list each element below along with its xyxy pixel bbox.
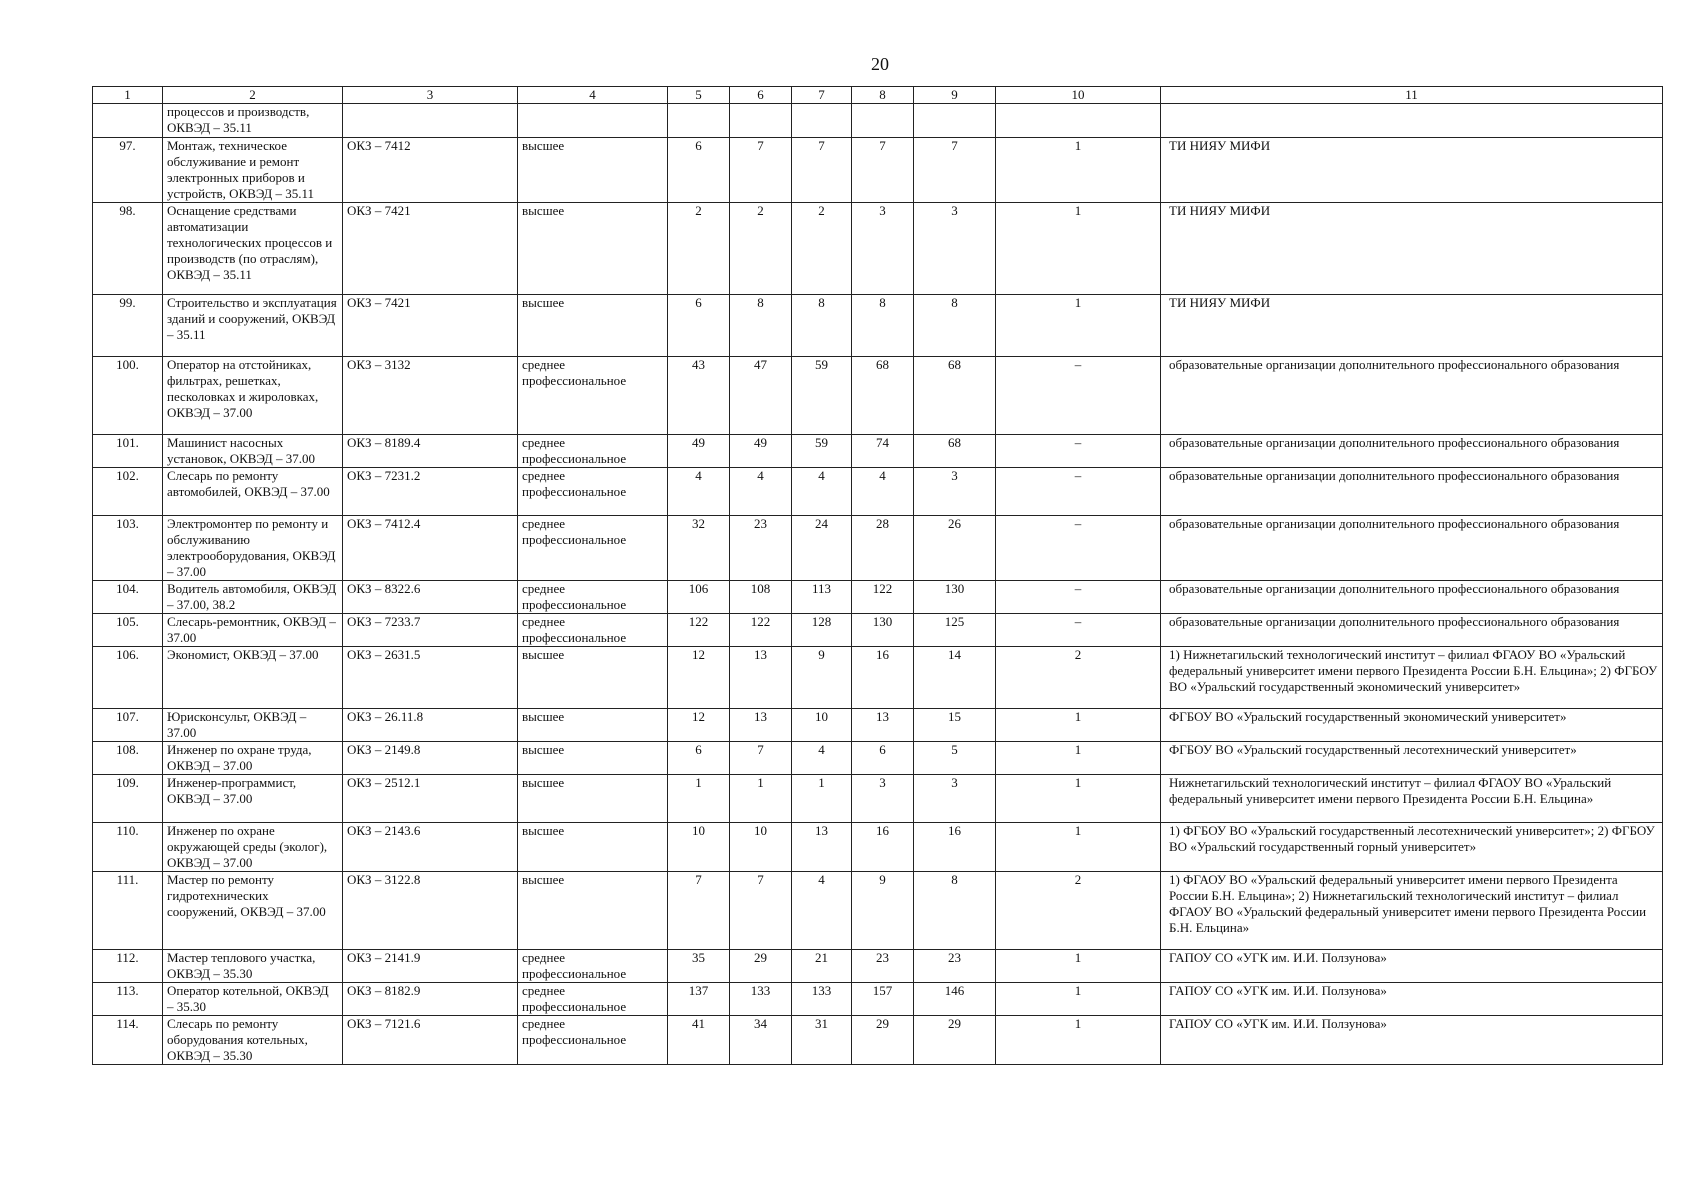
demand-value xyxy=(914,104,996,138)
table-row xyxy=(93,742,1663,775)
education-level: среднее профессиональное xyxy=(518,357,668,435)
demand-value: 34 xyxy=(730,1016,792,1065)
profession-name: Оснащение средствами автоматизации технологических процессов и производств (по отраслям), ОКВЭД – 35.11 xyxy=(163,203,343,295)
demand-value: 130 xyxy=(852,614,914,647)
demand-value: 13 xyxy=(730,647,792,709)
training-organization: ФГБОУ ВО «Уральский государственный экономический университет» xyxy=(1161,709,1663,742)
training-organization: ФГБОУ ВО «Уральский государственный лесотехнический университет» xyxy=(1161,742,1663,775)
demand-value: – xyxy=(996,581,1161,614)
column-number: 7 xyxy=(792,87,852,104)
demand-value: 49 xyxy=(730,435,792,468)
demand-value: 74 xyxy=(852,435,914,468)
demand-value: 29 xyxy=(730,950,792,983)
row-number: 108. xyxy=(93,742,163,775)
demand-value: – xyxy=(996,435,1161,468)
profession-name: Монтаж, техническое обслуживание и ремонт электронных приборов и устройств, ОКВЭД – 35.11 xyxy=(163,138,343,203)
row-number: 99. xyxy=(93,295,163,357)
demand-value: 1 xyxy=(996,295,1161,357)
education-level: среднее профессиональное xyxy=(518,1016,668,1065)
demand-value: 106 xyxy=(668,581,730,614)
demand-value: 4 xyxy=(792,468,852,516)
demand-value: 4 xyxy=(668,468,730,516)
okz-code: ОКЗ – 2143.6 xyxy=(343,823,518,872)
demand-value: 59 xyxy=(792,357,852,435)
okz-code: ОКЗ – 8322.6 xyxy=(343,581,518,614)
education-level: высшее xyxy=(518,295,668,357)
education-level: высшее xyxy=(518,138,668,203)
education-level: среднее профессиональное xyxy=(518,983,668,1016)
row-number: 109. xyxy=(93,775,163,823)
demand-value: 16 xyxy=(852,823,914,872)
row-number: 101. xyxy=(93,435,163,468)
demand-value: 1 xyxy=(996,203,1161,295)
demand-value: 6 xyxy=(852,742,914,775)
demand-value: 16 xyxy=(914,823,996,872)
demand-value: 7 xyxy=(668,872,730,950)
table-row xyxy=(93,104,1663,138)
demand-value: 1 xyxy=(996,742,1161,775)
demand-value: 1 xyxy=(996,1016,1161,1065)
demand-value: 68 xyxy=(852,357,914,435)
training-organization: ГАПОУ СО «УГК им. И.И. Ползунова» xyxy=(1161,1016,1663,1065)
demand-value: 122 xyxy=(730,614,792,647)
demand-value: 157 xyxy=(852,983,914,1016)
demand-value: 125 xyxy=(914,614,996,647)
demand-value: – xyxy=(996,468,1161,516)
demand-value: 28 xyxy=(852,516,914,581)
demand-value: 113 xyxy=(792,581,852,614)
column-number: 3 xyxy=(343,87,518,104)
demand-value: 21 xyxy=(792,950,852,983)
demand-value: 7 xyxy=(730,872,792,950)
demand-value: 146 xyxy=(914,983,996,1016)
demand-value: 2 xyxy=(996,872,1161,950)
table-row xyxy=(93,295,1663,357)
row-number: 110. xyxy=(93,823,163,872)
demand-value: 1 xyxy=(996,950,1161,983)
demand-value: 6 xyxy=(668,742,730,775)
okz-code: ОКЗ – 7121.6 xyxy=(343,1016,518,1065)
demand-value: 1 xyxy=(792,775,852,823)
training-organization: ТИ НИЯУ МИФИ xyxy=(1161,138,1663,203)
demand-value: 3 xyxy=(914,468,996,516)
demand-value: 23 xyxy=(730,516,792,581)
demand-value: 12 xyxy=(668,647,730,709)
demand-value: 7 xyxy=(730,742,792,775)
training-organization: 1) ФГБОУ ВО «Уральский государственный лесотехнический университет»; 2) ФГБОУ ВО «Уральский государственный горный университет» xyxy=(1161,823,1663,872)
profession-name: Инженер-программист, ОКВЭД – 37.00 xyxy=(163,775,343,823)
okz-code: ОКЗ – 3122.8 xyxy=(343,872,518,950)
education-level: высшее xyxy=(518,742,668,775)
demand-value: 10 xyxy=(792,709,852,742)
okz-code: ОКЗ – 26.11.8 xyxy=(343,709,518,742)
demand-value: – xyxy=(996,614,1161,647)
okz-code: ОКЗ – 8189.4 xyxy=(343,435,518,468)
demand-value: 6 xyxy=(668,138,730,203)
column-number: 1 xyxy=(93,87,163,104)
profession-name: Юрисконсульт, ОКВЭД – 37.00 xyxy=(163,709,343,742)
okz-code: ОКЗ – 2512.1 xyxy=(343,775,518,823)
row-number: 114. xyxy=(93,1016,163,1065)
demand-value: 47 xyxy=(730,357,792,435)
education-level: высшее xyxy=(518,203,668,295)
training-organization: образовательные организации дополнительного профессионального образования xyxy=(1161,435,1663,468)
column-number: 8 xyxy=(852,87,914,104)
demand-value: 13 xyxy=(730,709,792,742)
demand-value: 29 xyxy=(914,1016,996,1065)
demand-value: 59 xyxy=(792,435,852,468)
demand-value xyxy=(792,104,852,138)
okz-code: ОКЗ – 2149.8 xyxy=(343,742,518,775)
profession-name: Мастер по ремонту гидротехнических сооружений, ОКВЭД – 37.00 xyxy=(163,872,343,950)
okz-code: ОКЗ – 2141.9 xyxy=(343,950,518,983)
training-organization: образовательные организации дополнительного профессионального образования xyxy=(1161,516,1663,581)
profession-name: Экономист, ОКВЭД – 37.00 xyxy=(163,647,343,709)
education-level: высшее xyxy=(518,775,668,823)
table-row xyxy=(93,357,1663,435)
training-organization: образовательные организации дополнительного профессионального образования xyxy=(1161,468,1663,516)
row-number xyxy=(93,104,163,138)
demand-value: 32 xyxy=(668,516,730,581)
profession-name: Инженер по охране труда, ОКВЭД – 37.00 xyxy=(163,742,343,775)
okz-code: ОКЗ – 7233.7 xyxy=(343,614,518,647)
table-row xyxy=(93,983,1663,1016)
profession-name: Слесарь-ремонтник, ОКВЭД – 37.00 xyxy=(163,614,343,647)
demand-value: – xyxy=(996,516,1161,581)
column-number-row xyxy=(93,87,1663,104)
training-organization: ТИ НИЯУ МИФИ xyxy=(1161,295,1663,357)
demand-value: 68 xyxy=(914,435,996,468)
demand-value: 9 xyxy=(792,647,852,709)
row-number: 104. xyxy=(93,581,163,614)
demand-value xyxy=(852,104,914,138)
demand-value: 49 xyxy=(668,435,730,468)
education-level: высшее xyxy=(518,647,668,709)
okz-code xyxy=(343,104,518,138)
demand-value: 7 xyxy=(914,138,996,203)
demand-value: 8 xyxy=(852,295,914,357)
table-row xyxy=(93,823,1663,872)
education-level: среднее профессиональное xyxy=(518,516,668,581)
row-number: 103. xyxy=(93,516,163,581)
table-row xyxy=(93,138,1663,203)
demand-value: 130 xyxy=(914,581,996,614)
table-row xyxy=(93,468,1663,516)
column-number: 4 xyxy=(518,87,668,104)
demand-value: 3 xyxy=(852,775,914,823)
profession-name: Оператор на отстойниках, фильтрах, решетках, песколовках и жироловках, ОКВЭД – 37.00 xyxy=(163,357,343,435)
table-row xyxy=(93,709,1663,742)
demand-value: 7 xyxy=(730,138,792,203)
row-number: 113. xyxy=(93,983,163,1016)
demand-value xyxy=(996,104,1161,138)
demand-value: 10 xyxy=(730,823,792,872)
okz-code: ОКЗ – 3132 xyxy=(343,357,518,435)
training-organization: ТИ НИЯУ МИФИ xyxy=(1161,203,1663,295)
training-organization: образовательные организации дополнительного профессионального образования xyxy=(1161,357,1663,435)
profession-name: процессов и производств, ОКВЭД – 35.11 xyxy=(163,104,343,138)
demand-value: 1 xyxy=(996,775,1161,823)
demand-value: 31 xyxy=(792,1016,852,1065)
demand-value: 5 xyxy=(914,742,996,775)
column-number: 11 xyxy=(1161,87,1663,104)
demand-value: 7 xyxy=(792,138,852,203)
demand-value: – xyxy=(996,357,1161,435)
demand-value: 15 xyxy=(914,709,996,742)
education-level: среднее профессиональное xyxy=(518,950,668,983)
demand-value: 8 xyxy=(914,872,996,950)
row-number: 97. xyxy=(93,138,163,203)
demand-value: 24 xyxy=(792,516,852,581)
demand-value: 13 xyxy=(792,823,852,872)
profession-name: Электромонтер по ремонту и обслуживанию электрооборудования, ОКВЭД – 37.00 xyxy=(163,516,343,581)
column-number: 5 xyxy=(668,87,730,104)
demand-value: 1 xyxy=(730,775,792,823)
education-level xyxy=(518,104,668,138)
demand-value: 2 xyxy=(996,647,1161,709)
table-row xyxy=(93,203,1663,295)
table-row xyxy=(93,950,1663,983)
profession-name: Строительство и эксплуатация зданий и сооружений, ОКВЭД – 35.11 xyxy=(163,295,343,357)
okz-code: ОКЗ – 7231.2 xyxy=(343,468,518,516)
demand-value: 133 xyxy=(792,983,852,1016)
table-row xyxy=(93,872,1663,950)
demand-value: 6 xyxy=(668,295,730,357)
demand-value: 35 xyxy=(668,950,730,983)
okz-code: ОКЗ – 7421 xyxy=(343,203,518,295)
column-number: 6 xyxy=(730,87,792,104)
demand-value: 43 xyxy=(668,357,730,435)
profession-name: Мастер теплового участка, ОКВЭД – 35.30 xyxy=(163,950,343,983)
row-number: 98. xyxy=(93,203,163,295)
demand-value: 13 xyxy=(852,709,914,742)
demand-value: 7 xyxy=(852,138,914,203)
column-number: 10 xyxy=(996,87,1161,104)
demand-value: 128 xyxy=(792,614,852,647)
workforce-table xyxy=(92,86,1663,1065)
profession-name: Водитель автомобиля, ОКВЭД – 37.00, 38.2 xyxy=(163,581,343,614)
row-number: 100. xyxy=(93,357,163,435)
demand-value: 29 xyxy=(852,1016,914,1065)
okz-code: ОКЗ – 7412 xyxy=(343,138,518,203)
table-row xyxy=(93,516,1663,581)
demand-value: 3 xyxy=(914,203,996,295)
demand-value xyxy=(668,104,730,138)
education-level: высшее xyxy=(518,709,668,742)
demand-value: 41 xyxy=(668,1016,730,1065)
demand-value: 2 xyxy=(668,203,730,295)
demand-value: 122 xyxy=(852,581,914,614)
demand-value: 16 xyxy=(852,647,914,709)
demand-value: 1 xyxy=(996,983,1161,1016)
training-organization: Нижнетагильский технологический институт – филиал ФГАОУ ВО «Уральский федеральный университет имени первого Президента России Б.Н. Ельцина» xyxy=(1161,775,1663,823)
demand-value: 4 xyxy=(792,872,852,950)
demand-value: 8 xyxy=(730,295,792,357)
demand-value: 23 xyxy=(914,950,996,983)
education-level: высшее xyxy=(518,872,668,950)
demand-value: 1 xyxy=(996,138,1161,203)
education-level: среднее профессиональное xyxy=(518,435,668,468)
demand-value: 26 xyxy=(914,516,996,581)
row-number: 102. xyxy=(93,468,163,516)
demand-value: 23 xyxy=(852,950,914,983)
okz-code: ОКЗ – 7412.4 xyxy=(343,516,518,581)
education-level: среднее профессиональное xyxy=(518,614,668,647)
profession-name: Оператор котельной, ОКВЭД – 35.30 xyxy=(163,983,343,1016)
training-organization: образовательные организации дополнительного профессионального образования xyxy=(1161,614,1663,647)
training-organization: образовательные организации дополнительного профессионального образования xyxy=(1161,581,1663,614)
demand-value xyxy=(730,104,792,138)
demand-value: 3 xyxy=(914,775,996,823)
demand-value: 2 xyxy=(792,203,852,295)
okz-code: ОКЗ – 8182.9 xyxy=(343,983,518,1016)
page-number: 20 xyxy=(871,54,889,74)
demand-value: 4 xyxy=(852,468,914,516)
profession-name: Инженер по охране окружающей среды (эколог), ОКВЭД – 37.00 xyxy=(163,823,343,872)
demand-value: 8 xyxy=(914,295,996,357)
demand-value: 12 xyxy=(668,709,730,742)
profession-name: Машинист насосных установок, ОКВЭД – 37.00 xyxy=(163,435,343,468)
row-number: 105. xyxy=(93,614,163,647)
okz-code: ОКЗ – 2631.5 xyxy=(343,647,518,709)
demand-value: 133 xyxy=(730,983,792,1016)
demand-value: 122 xyxy=(668,614,730,647)
row-number: 106. xyxy=(93,647,163,709)
training-organization xyxy=(1161,104,1663,138)
table-row xyxy=(93,581,1663,614)
demand-value: 8 xyxy=(792,295,852,357)
demand-value: 4 xyxy=(730,468,792,516)
education-level: среднее профессиональное xyxy=(518,468,668,516)
profession-name: Слесарь по ремонту автомобилей, ОКВЭД – 37.00 xyxy=(163,468,343,516)
demand-value: 9 xyxy=(852,872,914,950)
demand-value: 1 xyxy=(996,709,1161,742)
table-row xyxy=(93,647,1663,709)
training-organization: 1) Нижнетагильский технологический институт – филиал ФГАОУ ВО «Уральский федеральный университет имени первого Президента России Б.Н. Ельцина»; 2) ФГБОУ ВО «Уральский государственный экономический университет» xyxy=(1161,647,1663,709)
table-row xyxy=(93,435,1663,468)
demand-value: 1 xyxy=(668,775,730,823)
table-row xyxy=(93,1016,1663,1065)
demand-value: 68 xyxy=(914,357,996,435)
profession-name: Слесарь по ремонту оборудования котельных, ОКВЭД – 35.30 xyxy=(163,1016,343,1065)
row-number: 112. xyxy=(93,950,163,983)
table-row xyxy=(93,614,1663,647)
education-level: среднее профессиональное xyxy=(518,581,668,614)
table-row xyxy=(93,775,1663,823)
training-organization: ГАПОУ СО «УГК им. И.И. Ползунова» xyxy=(1161,983,1663,1016)
column-number: 9 xyxy=(914,87,996,104)
demand-value: 10 xyxy=(668,823,730,872)
demand-value: 108 xyxy=(730,581,792,614)
row-number: 111. xyxy=(93,872,163,950)
demand-value: 4 xyxy=(792,742,852,775)
row-number: 107. xyxy=(93,709,163,742)
education-level: высшее xyxy=(518,823,668,872)
okz-code: ОКЗ – 7421 xyxy=(343,295,518,357)
demand-value: 137 xyxy=(668,983,730,1016)
demand-value: 14 xyxy=(914,647,996,709)
demand-value: 1 xyxy=(996,823,1161,872)
demand-value: 3 xyxy=(852,203,914,295)
demand-value: 2 xyxy=(730,203,792,295)
training-organization: ГАПОУ СО «УГК им. И.И. Ползунова» xyxy=(1161,950,1663,983)
training-organization: 1) ФГАОУ ВО «Уральский федеральный университет имени первого Президента России Б.Н. Ельцина»; 2) Нижнетагильский технологический институт – филиал ФГАОУ ВО «Уральский федеральный университет имени первого Президента России Б.Н. Ельцина» xyxy=(1161,872,1663,950)
column-number: 2 xyxy=(163,87,343,104)
